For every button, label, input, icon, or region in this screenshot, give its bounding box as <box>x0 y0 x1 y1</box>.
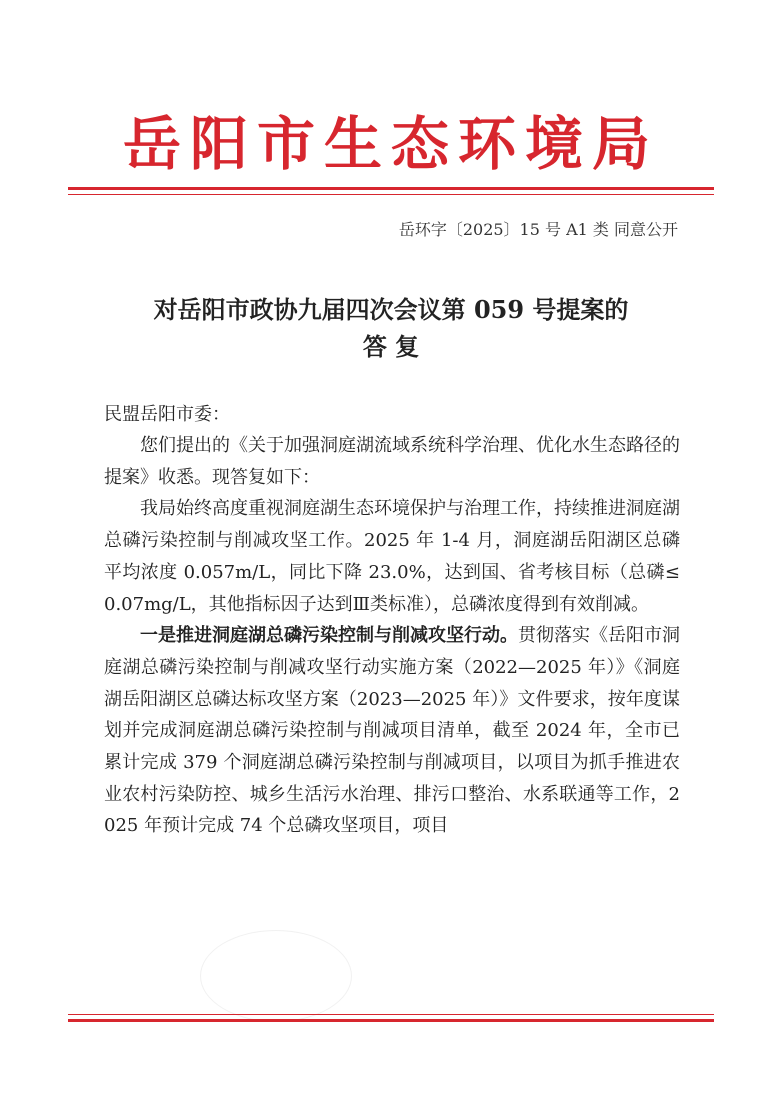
paragraph-3-lead: 一是推进洞庭湖总磷污染控制与削减攻坚行动。 <box>140 625 518 647</box>
body-text <box>104 430 680 842</box>
header-rule-thick <box>68 187 714 190</box>
paragraph-3 <box>104 620 680 842</box>
footer-rule-thick <box>68 1019 714 1022</box>
header-rule-thin <box>68 194 714 195</box>
document-title-line2: 答 复 <box>362 332 420 361</box>
paragraph-2 <box>104 493 680 620</box>
footer-rule-thin <box>68 1014 714 1015</box>
document-title-line1: 对岳阳市政协九届四次会议第 059 号提案的 <box>153 295 629 324</box>
faint-seal-mark <box>200 930 352 1022</box>
paragraph-1 <box>104 430 680 493</box>
paragraph-2-text: 我局始终高度重视洞庭湖生态环境保护与治理工作，持续推进洞庭湖总磷污染控制与削减攻坚工作。2025 年 1-4 月，洞庭湖岳阳湖区总磷平均浓度 0.057m/L，同比下降 23.0%，达到国、省考核目标（总磷≤0.07mg/L，其他指标因子达到Ⅲ类标准），总磷浓度得到有效削减。 <box>104 498 680 615</box>
paragraph-1-text: 您们提出的《关于加强洞庭湖流域系统科学治理、优化水生态路径的提案》收悉。现答复如下： <box>104 435 680 488</box>
document-number: 岳环字〔2025〕15 号 A1 类 同意公开 <box>398 220 678 239</box>
salutation: 民盟岳阳市委： <box>104 404 230 425</box>
org-name-header: 岳阳市生态环境局 <box>122 110 659 178</box>
paragraph-3-text: 贯彻落实《岳阳市洞庭湖总磷污染控制与削减攻坚行动实施方案（2022—2025 年）》《洞庭湖岳阳湖区总磷达标攻坚方案（2023—2025 年）》文件要求，按年度谋划并完成洞庭湖总磷污染控制与削减项目清单，截至 2024 年，全市已累计完成 379 个洞庭湖总磷污染控制与削减项目，以项目为抓手推进农业农村污染防控、城乡生活污水治理、排污口整治、水系联通等工作，2025 年预计完成 74 个总磷攻坚项目，项目 <box>104 625 680 837</box>
